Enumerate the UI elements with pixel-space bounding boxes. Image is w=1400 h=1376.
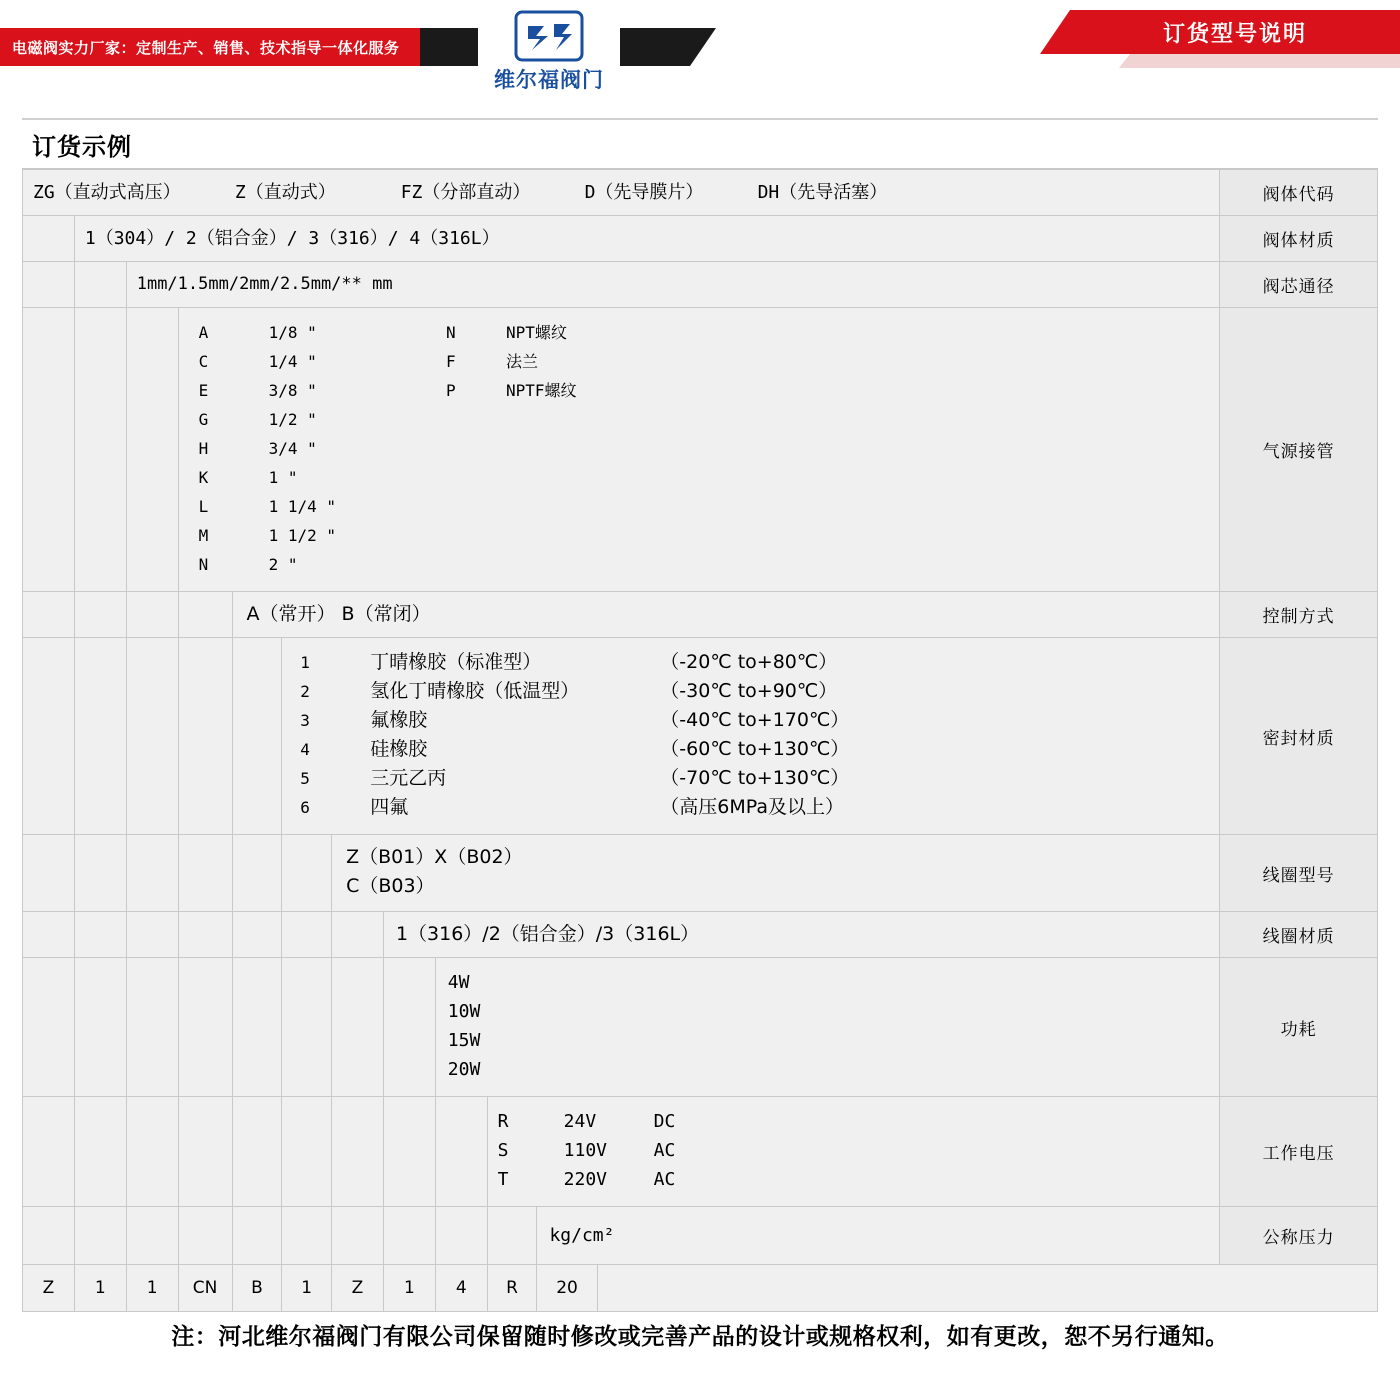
label-seal-material: 密封材质 (1220, 638, 1378, 835)
spacer-cell (23, 1097, 75, 1207)
spacer-cell (126, 638, 178, 835)
power-consumption-list (436, 968, 1219, 1084)
air-port-size: 3/8 " (268, 381, 317, 400)
seal-code: 1 (300, 653, 310, 672)
coil-material-cell (383, 912, 1219, 958)
code-segment: B (232, 1265, 282, 1312)
table-row (23, 835, 1378, 912)
spacer-cell (23, 638, 75, 835)
seal-name: 三元乙丙 (370, 767, 447, 789)
seal-name: 氟橡胶 (370, 709, 428, 731)
spacer-cell (178, 1207, 232, 1265)
working-voltage-list (488, 1107, 1220, 1194)
spacer-cell (74, 912, 126, 958)
coil-model-cell (332, 835, 1220, 912)
seal-code: 6 (300, 798, 310, 817)
spacer-cell (383, 958, 435, 1097)
label-valve-body-code: 阀体代码 (1220, 170, 1378, 216)
air-port-size: 1/4 " (268, 352, 317, 371)
seal-temp: （-40℃ to+170℃） (660, 709, 850, 731)
spacer-cell (282, 1097, 332, 1207)
voltage-type: DC (653, 1111, 676, 1132)
air-port-size: 1/2 " (268, 410, 317, 429)
company-name: 维尔福阀门 (494, 68, 604, 92)
voltage-value: 220V (563, 1169, 608, 1190)
air-port-size: 1 1/2 " (268, 526, 337, 545)
air-port-code: K (198, 468, 209, 487)
thread-desc: NPT螺纹 (506, 323, 567, 342)
header-title-text: 订货型号说明 (1162, 20, 1307, 46)
label-nominal-pressure: 公称压力 (1220, 1207, 1378, 1265)
seal-temp: （-70℃ to+130℃） (660, 767, 850, 789)
spacer-cell (178, 638, 232, 835)
label-coil-material: 线圈材质 (1220, 912, 1378, 958)
spacer-cell (126, 1097, 178, 1207)
power-value: 10W (447, 1001, 481, 1022)
table-row (23, 912, 1378, 958)
code-segment: 1 (74, 1265, 126, 1312)
power-value: 20W (447, 1059, 481, 1080)
label-power-consumption: 功耗 (1220, 958, 1378, 1097)
spacer-cell (126, 912, 178, 958)
spacer-cell (178, 835, 232, 912)
air-port-size-list (199, 318, 336, 579)
table-row (23, 262, 1378, 308)
code-segment: 4 (435, 1265, 487, 1312)
spacer-cell (23, 308, 75, 592)
code-segment-blank (597, 1265, 1377, 1312)
seal-material-list (282, 648, 1219, 822)
spacer-cell (435, 1207, 487, 1265)
air-port-size: 1/8 " (268, 323, 317, 342)
air-port-cell (178, 308, 1220, 592)
spacer-cell (232, 958, 282, 1097)
spacer-cell (332, 1207, 384, 1265)
spacer-cell (23, 1207, 75, 1265)
table-row (23, 1207, 1378, 1265)
air-port-code: N (198, 555, 209, 574)
voltage-code: R (497, 1111, 509, 1132)
spacer-cell (178, 1097, 232, 1207)
spacer-cell (23, 958, 75, 1097)
spacer-cell (74, 262, 126, 308)
spacer-cell (282, 835, 332, 912)
spacer-cell (232, 835, 282, 912)
code-segment: 20 (537, 1265, 597, 1312)
spacer-cell (332, 912, 384, 958)
spacer-cell (74, 1097, 126, 1207)
spacer-cell (23, 262, 75, 308)
seal-code: 3 (300, 711, 310, 730)
header-slogan-banner (0, 28, 470, 66)
code-segment: Z (332, 1265, 384, 1312)
label-working-voltage: 工作电压 (1220, 1097, 1378, 1207)
label-coil-model: 线圈型号 (1220, 835, 1378, 912)
air-port-code: M (198, 526, 209, 545)
spacer-cell (178, 912, 232, 958)
power-value: 4W (447, 972, 470, 993)
spacer-cell (282, 958, 332, 1097)
spacer-cell (74, 592, 126, 638)
coil-model-line: Z（B01）X（B02） (346, 846, 523, 868)
voltage-code: T (497, 1169, 509, 1190)
order-code-table (22, 169, 1378, 1312)
air-port-thread-list (446, 318, 577, 579)
seal-temp: （-60℃ to+130℃） (660, 738, 850, 760)
label-spool-bore: 阀芯通径 (1220, 262, 1378, 308)
seal-temp: （-30℃ to+90℃） (660, 680, 838, 702)
header-title-shadow (1130, 54, 1400, 68)
page-title: 订货示例 (32, 133, 132, 161)
spacer-cell (126, 592, 178, 638)
air-port-size: 1 " (268, 468, 298, 487)
voltage-type: AC (653, 1169, 676, 1190)
air-port-size: 3/4 " (268, 439, 317, 458)
nominal-pressure-cell (537, 1207, 1220, 1265)
table-row (23, 958, 1378, 1097)
spacer-cell (74, 308, 126, 592)
table-row (23, 216, 1378, 262)
spacer-cell (282, 1207, 332, 1265)
seal-name: 丁晴橡胶（标准型） (370, 651, 542, 673)
voltage-value: 110V (563, 1140, 608, 1161)
control-mode-cell (232, 592, 1220, 638)
spacer-cell (74, 638, 126, 835)
spacer-cell (383, 1097, 435, 1207)
spool-bore-cell (126, 262, 1219, 308)
thread-desc: NPTF螺纹 (506, 381, 577, 400)
spacer-cell (74, 1207, 126, 1265)
coil-material-text: 1（316）/2（铝合金）/3（316L） (395, 923, 700, 945)
seal-temp: （高压6MPa及以上） (660, 796, 845, 818)
spacer-cell (126, 835, 178, 912)
spacer-cell (126, 958, 178, 1097)
spacer-cell (332, 958, 384, 1097)
company-logo (478, 0, 620, 104)
spacer-cell (232, 1207, 282, 1265)
spacer-cell (23, 835, 75, 912)
spool-bore-text: 1mm/1.5mm/2mm/2.5mm/** mm (136, 274, 393, 294)
code-segment: 1 (126, 1265, 178, 1312)
valve-body-code-text: ZG（直动式高压） Z（直动式） FZ（分部直动） D（先导膜片） DH（先导活塞） (33, 182, 888, 203)
valve-body-material-cell (74, 216, 1219, 262)
footer-note: 注：河北维尔福阀门有限公司保留随时修改或完善产品的设计或规格权利，如有更改，恕不另行通知。 (171, 1323, 1229, 1349)
label-air-port: 气源接管 (1220, 308, 1378, 592)
valve-body-material-text: 1（304）/ 2（铝合金）/ 3（316）/ 4（316L） (84, 228, 500, 249)
seal-name: 四氟 (370, 796, 409, 818)
voltage-code: S (497, 1140, 509, 1161)
voltage-type: AC (653, 1140, 676, 1161)
seal-temp: （-20℃ to+80℃） (660, 651, 838, 673)
spacer-cell (487, 1207, 537, 1265)
air-port-code: G (198, 410, 209, 429)
seal-name: 硅橡胶 (370, 738, 428, 760)
air-port-size: 1 1/4 " (268, 497, 337, 516)
coil-model-list (332, 843, 1219, 901)
label-valve-body-material: 阀体材质 (1220, 216, 1378, 262)
voltage-value: 24V (563, 1111, 597, 1132)
code-segment: Z (23, 1265, 75, 1312)
spacer-cell (126, 1207, 178, 1265)
code-segment: 1 (282, 1265, 332, 1312)
spacer-cell (282, 912, 332, 958)
code-segment: R (487, 1265, 537, 1312)
spacer-cell (232, 638, 282, 835)
thread-code: P (446, 381, 456, 400)
thread-desc: 法兰 (506, 352, 539, 371)
table-row (23, 1097, 1378, 1207)
seal-material-cell (282, 638, 1220, 835)
air-port-code: L (198, 497, 209, 516)
air-port-size: 2 " (268, 555, 298, 574)
label-control-mode: 控制方式 (1220, 592, 1378, 638)
spacer-cell (178, 592, 232, 638)
seal-name: 氢化丁晴橡胶（低温型） (370, 680, 580, 702)
page-header (0, 0, 1400, 108)
section-title-row (22, 118, 1378, 169)
spacer-cell (383, 1207, 435, 1265)
air-port-code: H (198, 439, 209, 458)
spacer-cell (23, 592, 75, 638)
nominal-pressure-unit: kg/cm² (549, 1225, 615, 1246)
spacer-cell (23, 912, 75, 958)
air-port-code: C (198, 352, 209, 371)
header-title-banner (1070, 10, 1400, 54)
spacer-cell (332, 1097, 384, 1207)
power-value: 15W (447, 1030, 481, 1051)
thread-code: F (446, 352, 456, 371)
table-row (23, 638, 1378, 835)
table-row (23, 308, 1378, 592)
air-port-code: E (198, 381, 209, 400)
spacer-cell (435, 1097, 487, 1207)
code-segment: CN (178, 1265, 232, 1312)
coil-model-line: C（B03） (346, 875, 435, 897)
table-row (23, 170, 1378, 216)
spacer-cell (74, 958, 126, 1097)
thread-code: N (446, 323, 456, 342)
air-port-code: A (198, 323, 209, 342)
table-row (23, 592, 1378, 638)
seal-code: 5 (300, 769, 310, 788)
header-slogan-text: 电磁阀实力厂家：定制生产、销售、技术指导一体化服务 (12, 39, 400, 57)
seal-code: 4 (300, 740, 310, 759)
spacer-cell (74, 835, 126, 912)
control-mode-text: A（常开） B（常闭） (246, 603, 431, 625)
spacer-cell (232, 1097, 282, 1207)
power-consumption-cell (435, 958, 1219, 1097)
code-segment: 1 (383, 1265, 435, 1312)
order-example-section (22, 118, 1378, 1312)
seal-code: 2 (300, 682, 310, 701)
spacer-cell (232, 912, 282, 958)
spacer-cell (126, 308, 178, 592)
spacer-cell (178, 958, 232, 1097)
spacer-cell (23, 216, 75, 262)
valve-body-code-cell (23, 170, 1220, 216)
example-code-row (23, 1265, 1378, 1312)
working-voltage-cell (487, 1097, 1220, 1207)
logo-mark-icon (514, 10, 584, 62)
